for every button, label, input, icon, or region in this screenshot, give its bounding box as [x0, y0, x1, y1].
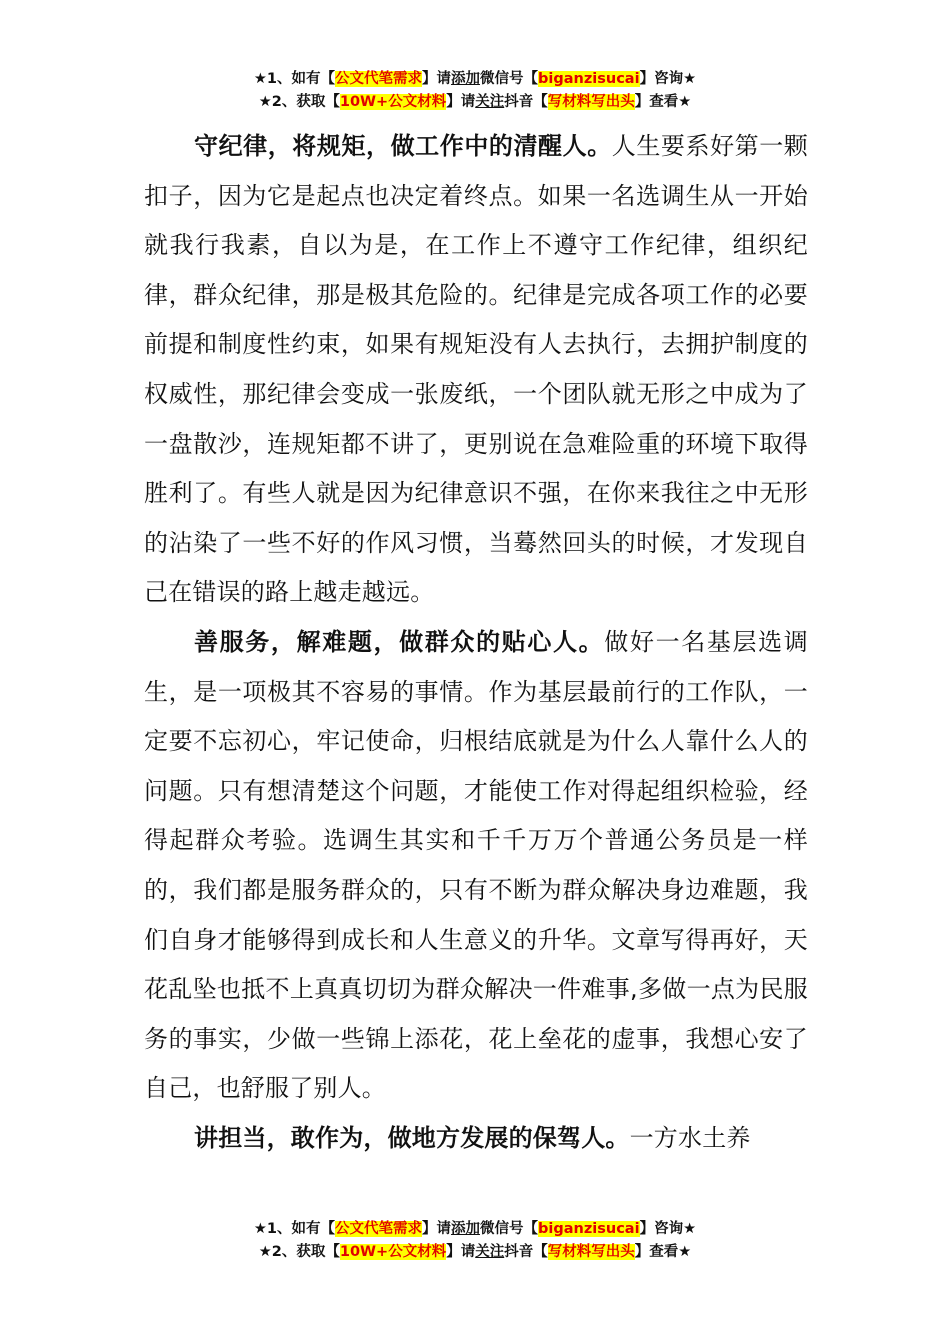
banner-text: 抖音【	[504, 1244, 548, 1260]
banner-text: 】咨询★	[639, 71, 697, 87]
paragraph-text: 一方水土养	[629, 1123, 751, 1152]
banner-text: ★2、获取【	[258, 1244, 340, 1260]
banner-underlined: 关注	[475, 94, 505, 110]
banner-text: ★1、如有【	[253, 71, 336, 87]
paragraph	[144, 618, 808, 1114]
paragraph-lead: 讲担当，敢作为，做地方发展的保驾人。	[194, 1123, 630, 1152]
banner-highlight: biganzisucai	[538, 71, 640, 87]
paragraph-lead: 守纪律，将规矩，做工作中的清醒人。	[194, 132, 612, 160]
banner-text: 】请	[422, 1221, 452, 1237]
banner-highlight: 10W+公文材料	[339, 94, 447, 110]
banner-text: 抖音【	[504, 94, 548, 110]
banner-line-2	[0, 91, 950, 114]
banner-text: 微信号【	[480, 71, 539, 87]
banner-highlight: 公文代笔需求	[335, 1221, 423, 1237]
banner-text: 】请	[446, 94, 476, 110]
banner-text: ★1、如有【	[253, 1221, 336, 1237]
paragraph-lead: 善服务，解难题，做群众的贴心人。	[194, 627, 605, 656]
banner-highlight: 写材料写出头	[547, 94, 635, 110]
footer-banner	[0, 1218, 950, 1264]
document-body	[144, 122, 808, 1163]
banner-text: 】请	[446, 1244, 476, 1260]
banner-line-2	[0, 1241, 950, 1264]
banner-highlight: 10W+公文材料	[339, 1244, 447, 1260]
banner-underlined: 添加	[451, 1221, 481, 1237]
banner-text: 】查看★	[634, 94, 692, 110]
banner-text: 】查看★	[634, 1244, 692, 1260]
banner-highlight: biganzisucai	[538, 1221, 640, 1237]
paragraph	[144, 122, 808, 618]
banner-text: 】请	[422, 71, 452, 87]
banner-text: 】咨询★	[639, 1221, 697, 1237]
paragraph-text: 人生要系好第一颗扣子，因为它是起点也决定着终点。如果一名选调生从一开始就我行我素，自以为是，在工作上不遵守工作纪律，组织纪律，群众纪律，那是极其危险的。纪律是完成各项工作的必要前提和制度性约束，如果有规矩没有人去执行，去拥护制度的权威性，那纪律会变成一张废纸，一个团队就无形之中成为了一盘散沙，连规矩都不讲了，更别说在急难险重的环境下取得胜利了。有些人就是因为纪律意识不强，在你来我往之中无形的沾染了一些不好的作风习惯，当蓦然回头的时候，才发现自己在错误的路上越走越远。	[144, 132, 808, 607]
banner-text: ★2、获取【	[258, 94, 340, 110]
paragraph	[144, 1114, 808, 1164]
paragraph-text: 做好一名基层选调生，是一项极其不容易的事情。作为基层最前行的工作队，一定要不忘初心，牢记使命，归根结底就是为什么人靠什么人的问题。只有想清楚这个问题，才能使工作对得起组织检验，经得起群众考验。选调生其实和千千万万个普通公务员是一样的，我们都是服务群众的，只有不断为群众解决身边难题，我们自身才能够得到成长和人生意义的升华。文章写得再好，天花乱坠也抵不上真真切切为群众解决一件难事,多做一点为民服务的事实，少做一些锦上添花，花上垒花的虚事，我想心安了自己，也舒服了别人。	[144, 627, 808, 1103]
header-banner	[0, 68, 950, 114]
banner-underlined: 关注	[475, 1244, 505, 1260]
banner-highlight: 公文代笔需求	[335, 71, 423, 87]
banner-text: 微信号【	[480, 1221, 539, 1237]
banner-line-1	[0, 68, 950, 91]
banner-underlined: 添加	[451, 71, 481, 87]
banner-line-1	[0, 1218, 950, 1241]
banner-highlight: 写材料写出头	[547, 1244, 635, 1260]
